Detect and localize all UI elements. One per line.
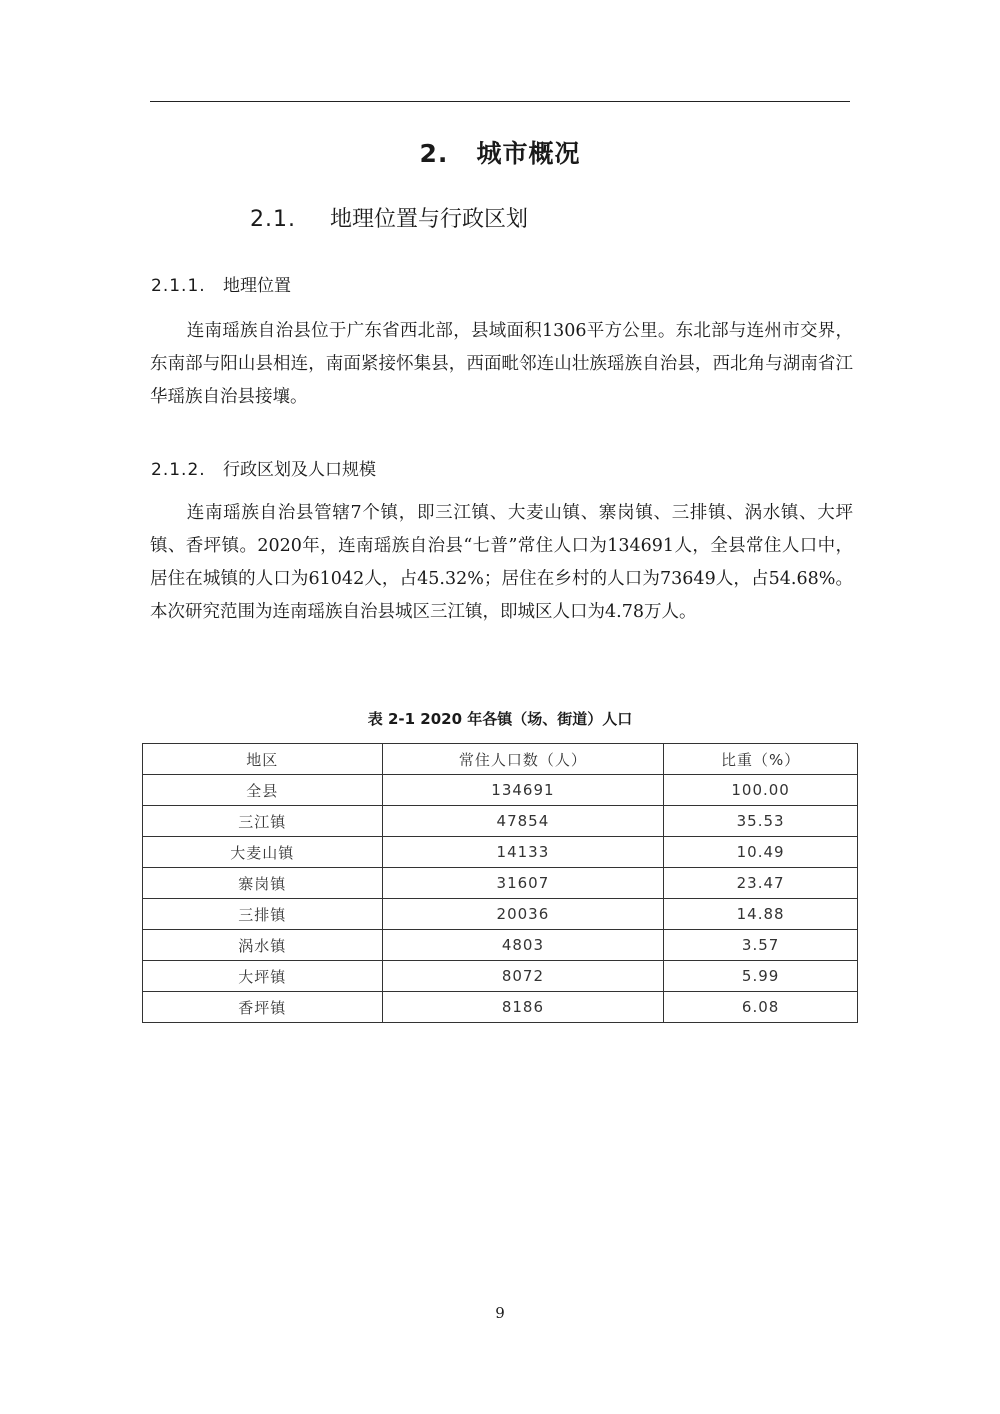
cell-population: 20036 (382, 899, 664, 930)
section-number: 2.1. (250, 207, 296, 232)
cell-region: 香坪镇 (143, 992, 383, 1023)
table-row (143, 837, 858, 868)
cell-region: 全县 (143, 775, 383, 806)
paragraph-geography: 连南瑶族自治县位于广东省西北部，县域面积1306平方公里。东北部与连州市交界，东南部与阳山县相连，南面紧接怀集县，西面毗邻连山壮族瑶族自治县，西北角与湖南省江华瑶族自治县接壤。 (150, 321, 853, 407)
cell-share: 23.47 (664, 868, 858, 899)
subsection-title-administration (151, 455, 376, 480)
chapter-number: 2. (419, 139, 449, 168)
table-header-row (143, 744, 858, 775)
table-row (143, 992, 858, 1023)
cell-region: 三排镇 (143, 899, 383, 930)
table-row (143, 930, 858, 961)
cell-share: 100.00 (664, 775, 858, 806)
cell-population: 134691 (382, 775, 664, 806)
paragraph-administration: 连南瑶族自治县管辖7个镇，即三江镇、大麦山镇、寨岗镇、三排镇、涡水镇、大坪镇、香坪镇。2020年，连南瑶族自治县“七普”常住人口为134691人，全县常住人口中，居住在城镇的人口为61042人，占45.32%；居住在乡村的人口为73649人，占54.68%。本次研究范围为连南瑶族自治县城区三江镇，即城区人口为4.78万人。 (150, 503, 853, 622)
subsection-title-geography (151, 271, 291, 296)
cell-share: 6.08 (664, 992, 858, 1023)
section-title-text: 地理位置与行政区划 (330, 207, 529, 232)
page-number: 9 (495, 1304, 505, 1322)
table-row (143, 899, 858, 930)
cell-share: 10.49 (664, 837, 858, 868)
cell-population: 47854 (382, 806, 664, 837)
subsection-title-text: 行政区划及人口规模 (223, 460, 376, 480)
table-row (143, 961, 858, 992)
cell-region: 三江镇 (143, 806, 383, 837)
header-rule (150, 101, 850, 102)
cell-share: 3.57 (664, 930, 858, 961)
chapter-title (0, 134, 1000, 170)
chapter-title-text: 城市概况 (476, 139, 581, 168)
cell-region: 涡水镇 (143, 930, 383, 961)
cell-population: 31607 (382, 868, 664, 899)
cell-region: 寨岗镇 (143, 868, 383, 899)
cell-region: 大麦山镇 (143, 837, 383, 868)
header-share: 比重（%） (664, 744, 858, 775)
table-row (143, 806, 858, 837)
table-caption: 表 2-1 2020 年各镇（场、街道）人口 (367, 710, 633, 728)
table-row (143, 775, 858, 806)
cell-region: 大坪镇 (143, 961, 383, 992)
table-row (143, 868, 858, 899)
section-title (250, 202, 528, 233)
cell-population: 14133 (382, 837, 664, 868)
header-population: 常住人口数（人） (382, 744, 664, 775)
subsection-number: 2.1.1. (151, 276, 206, 296)
cell-population: 8186 (382, 992, 664, 1023)
cell-share: 14.88 (664, 899, 858, 930)
cell-share: 35.53 (664, 806, 858, 837)
cell-population: 4803 (382, 930, 664, 961)
population-table (142, 743, 858, 1023)
subsection-title-text: 地理位置 (223, 276, 291, 296)
cell-share: 5.99 (664, 961, 858, 992)
subsection-number: 2.1.2. (151, 460, 206, 480)
header-region: 地区 (143, 744, 383, 775)
cell-population: 8072 (382, 961, 664, 992)
